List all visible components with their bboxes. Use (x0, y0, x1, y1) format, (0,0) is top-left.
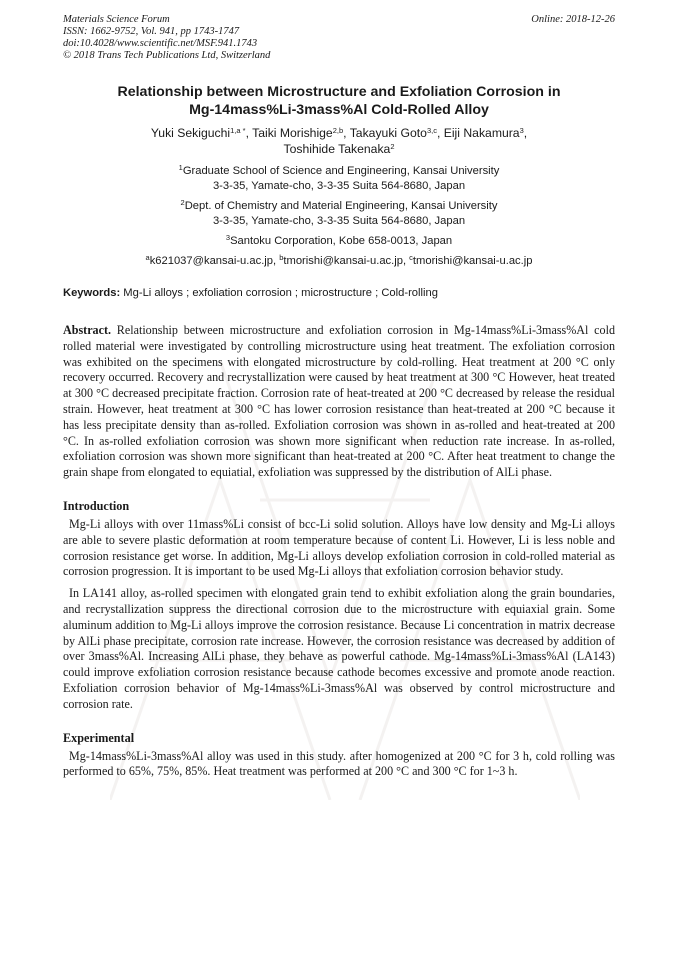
author-superscript: 2,b (332, 126, 344, 135)
affiliation-address: 3-3-35, Yamate-cho, 3-3-35 Suita 564-8680, Japan (212, 180, 466, 192)
abstract-text: Relationship between microstructure and exfoliation corrosion in Mg-14mass%Li-3mass%Al cold rolled material were investigated by controlling microstructure using heat treatment. The exfoliation corrosion was exhibited on the specimens with elongated microstructure by cold-rolling. Heat treatment at 200 °C only recovery occurred. Recovery and recrystallization were caused by heat treatment at 300 °C However, heat treated at 300 °C decreased precipitate fraction. Corrosion rate of heat-treated at 200 °C decreased by release the residual strain. However, heat treatment at 300 °C has lower corrosion resistance than heat-treated at 200 °C because it has less precipitate density than as-rolled. Exfoliation corrosion was shown in as-rolled and heat-treated at 200 °C. In as-rolled exfoliation corrosion was shown more significant when reduction rate increase. In as-rolled, exfoliation corrosion was shown more significant than heat-treated at 200 °C. After heat treatment to change the grain shape from elongated to equiatial, exfoliation was suppressed by the distribution of AlLi phase. (63, 323, 615, 480)
author-name: , Takayuki Goto (343, 126, 427, 140)
author-superscript: 2 (390, 142, 395, 151)
journal-issn: ISSN: 1662-9752, Vol. 941, pp 1743-1747 (63, 26, 240, 37)
email-link[interactable]: k621037@kansai-u.ac.jp, (149, 255, 280, 267)
keywords (63, 286, 615, 301)
email-superscript: a (145, 253, 150, 262)
affiliation-3 (63, 234, 615, 249)
experimental-paragraph-1: Mg-14mass%Li-3mass%Al alloy was used in this study. after homogenized at 200 °C for 3 h, cold rolling was performed to 65%, 75%, 85%. Heat treatment was performed at 200 °C and 300 °C for 1~3 h. (63, 748, 615, 779)
keywords-label: Keywords: (63, 287, 121, 299)
keywords-text: Mg-Li alloys ; exfoliation corrosion ; microstructure ; Cold-rolling (120, 287, 438, 299)
section-heading-introduction: Introduction (63, 498, 130, 513)
author-name: , Taiki Morishige (245, 126, 333, 140)
author-list (63, 125, 615, 157)
affiliation-superscript: 2 (180, 198, 185, 207)
journal-header (63, 14, 615, 70)
affiliation-superscript: 1 (178, 163, 183, 172)
section-heading-experimental: Experimental (63, 730, 135, 745)
online-date: Online: 2018-12-26 (531, 14, 615, 25)
author-name: Toshihide Takenaka (283, 142, 391, 156)
author-superscript: 1,a * (230, 126, 246, 135)
email-link[interactable]: tmorishi@kansai-u.ac.jp (412, 255, 533, 267)
author-name: , Eiji Nakamura (436, 126, 520, 140)
email-link[interactable]: tmorishi@kansai-u.ac.jp, (283, 255, 410, 267)
author-superscript: 3,c (426, 126, 437, 135)
affiliation-line: Dept. of Chemistry and Material Engineering, Kansai University (184, 200, 498, 212)
introduction-paragraph-2: In LA141 alloy, as-rolled specimen with elongated grain tend to exhibit exfoliation along the grain boundaries, and recrystallization suppress the directional corrosion due to the microstructure with equiaxial grain. Some aluminum addition to Mg-Li alloys improve the corrosion resistance. Because Li concentration in matrix decrease by AlLi phase precipitate, corrosion rate increase. However, the corrosion resistance was decreased by addition of over 3mass%Al. Increasing AlLi phase, they behave as powerful cathode. Mg-14mass%Li-3mass%Al (LA143) could improve exfoliation corrosion resistance because cathode becomes excessive and promote anode reaction. Exfoliation corrosion behavior of Mg-14mass%Li-3mass%Al was observed by control microstructure and corrosion rate. (63, 586, 615, 711)
affiliation-address: 3-3-35, Yamate-cho, 3-3-35 Suita 564-8680, Japan (212, 215, 466, 227)
abstract (63, 323, 615, 481)
journal-copyright: © 2018 Trans Tech Publications Ltd, Switzerland (63, 50, 271, 61)
affiliation-line: Santoku Corporation, Kobe 658-0013, Japan (230, 235, 453, 247)
title-line-2: Mg-14mass%Li-3mass%Al Cold-Rolled Alloy (189, 102, 489, 118)
journal-name: Materials Science Forum (63, 14, 170, 25)
author-superscript: 3 (519, 126, 524, 135)
paper-page (63, 14, 615, 780)
introduction-paragraph-1: Mg-Li alloys with over 11mass%Li consist of bcc-Li solid solution. Alloys have low density and Mg-Li alloys are able to severe plastic deformation at room temperature because of content Li. However, Li is less noble and corrosion resistance get worse. In addition, Mg-Li alloys develop exfoliation corrosion in cold-rolled material as corrosion progression. It is important to be used Mg-Li alloys that exfoliation corrosion behavior study. (63, 516, 615, 579)
email-superscript: b (279, 253, 284, 262)
affiliation-line: Graduate School of Science and Engineering, Kansai University (182, 165, 500, 177)
author-separator: , (523, 126, 528, 140)
title-line-1: Relationship between Microstructure and Exfoliation Corrosion in (117, 84, 561, 100)
abstract-label: Abstract. (63, 323, 112, 337)
author-emails (63, 254, 615, 269)
author-name: Yuki Sekiguchi (150, 126, 231, 140)
email-superscript: c (409, 253, 413, 262)
journal-doi: doi:10.4028/www.scientific.net/MSF.941.1743 (63, 38, 258, 49)
affiliation-superscript: 3 (225, 233, 231, 242)
affiliation-2 (63, 199, 615, 229)
paper-title (63, 83, 615, 119)
affiliation-1 (63, 164, 615, 194)
